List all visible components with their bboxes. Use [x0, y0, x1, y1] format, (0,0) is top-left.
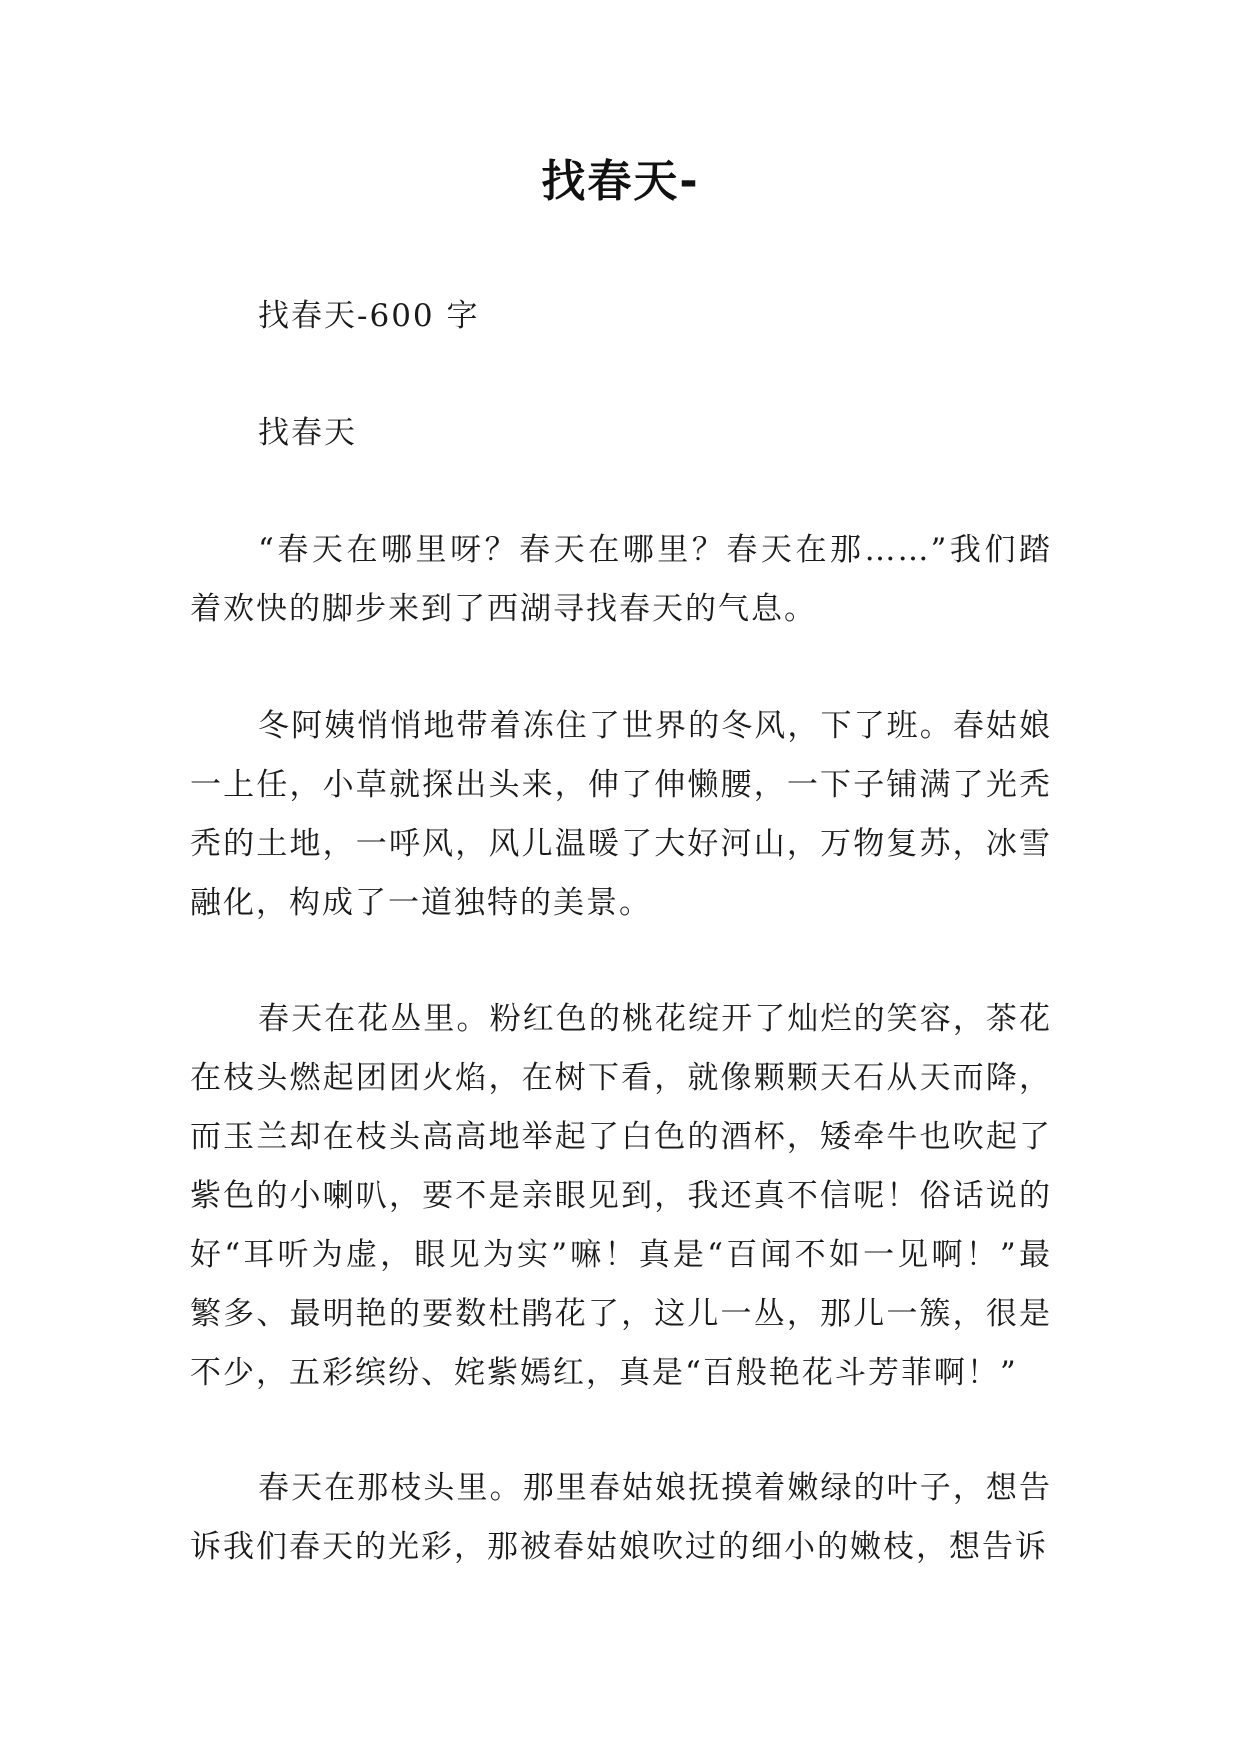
body-paragraph-2: 冬阿姨悄悄地带着冻住了世界的冬风，下了班。春姑娘一上任，小草就探出头来，伸了伸懒腰，一下子铺满了光秃秃的土地，一呼风，风儿温暖了大好河山，万物复苏，冰雪融化，构成了一道独特的美景。 [190, 708, 1052, 921]
heading-paragraph: 找春天 [258, 415, 357, 451]
body-paragraph-3: 春天在花丛里。粉红色的桃花绽开了灿烂的笑容，茶花在枝头燃起团团火焰，在树下看，就像颗颗天石从天而降，而玉兰却在枝头高高地举起了白色的酒杯，矮牵牛也吹起了紫色的小喇叭，要不是亲眼见到，我还真不信呢！俗话说的好“耳听为虚，眼见为实”嘛！真是“百闻不如一见啊！”最繁多、最明艳的要数杜鹃花了，这儿一丛，那儿一簇，很是不少，五彩缤纷、姹紫嫣红，真是“百般艳花斗芳菲啊！” [190, 1001, 1052, 1391]
document-title: 找春天- [541, 156, 700, 207]
body-paragraph-4: 春天在那枝头里。那里春姑娘抚摸着嫩绿的叶子，想告诉我们春天的光彩，那被春姑娘吹过的细小的嫩枝，想告诉 [190, 1470, 1052, 1565]
body-paragraph-1: “春天在哪里呀？春天在哪里？春天在那……”我们踏着欢快的脚步来到了西湖寻找春天的气息。 [190, 532, 1052, 627]
subtitle-paragraph: 找春天-600 字 [258, 298, 480, 334]
